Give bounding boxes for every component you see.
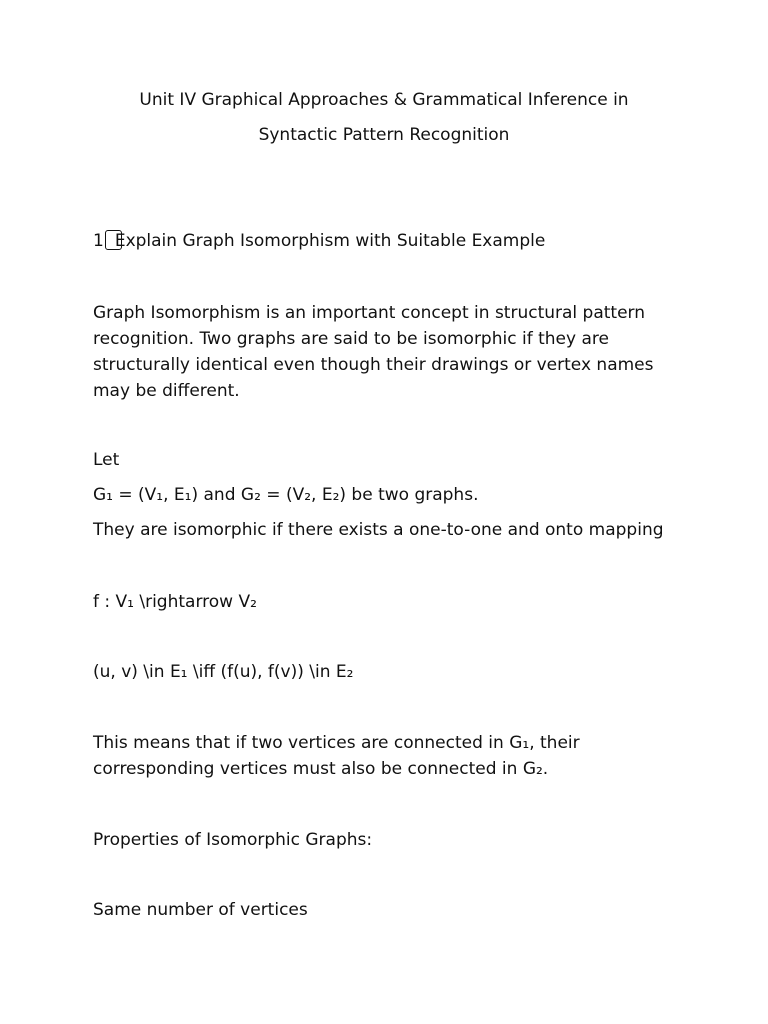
intro-paragraph: Graph Isomorphism is an important concept in structural pattern recognition. Two graphs are said to be isomorphic if they are structurally identical even though their drawings or vertex names may be different. [93, 303, 654, 401]
question-text: Explain Graph Isomorphism with Suitable Example [114, 231, 546, 251]
question-heading [93, 228, 545, 254]
mapping-formula: f : V₁ \rightarrow V₂ [93, 592, 257, 612]
document-title-line-1: Unit IV Graphical Approaches & Grammatical Inference in [139, 90, 629, 110]
definition-condition: They are isomorphic if there exists a one-to-one and onto mapping [93, 520, 664, 540]
document-title-line-2: Syntactic Pattern Recognition [258, 125, 510, 145]
definition-let: Let [93, 450, 120, 470]
question-number: 1 [93, 231, 104, 251]
property-item: Same number of vertices [93, 900, 308, 920]
definition-graphs: G₁ = (V₁, E₁) and G₂ = (V₂, E₂) be two graphs. [93, 485, 479, 505]
meaning-paragraph: This means that if two vertices are connected in G₁, their corresponding vertices must also be connected in G₂. [93, 733, 580, 779]
edge-rule-formula: (u, v) \in E₁ \iff (f(u), f(v)) \in E₂ [93, 662, 354, 682]
properties-heading: Properties of Isomorphic Graphs: [93, 830, 373, 850]
